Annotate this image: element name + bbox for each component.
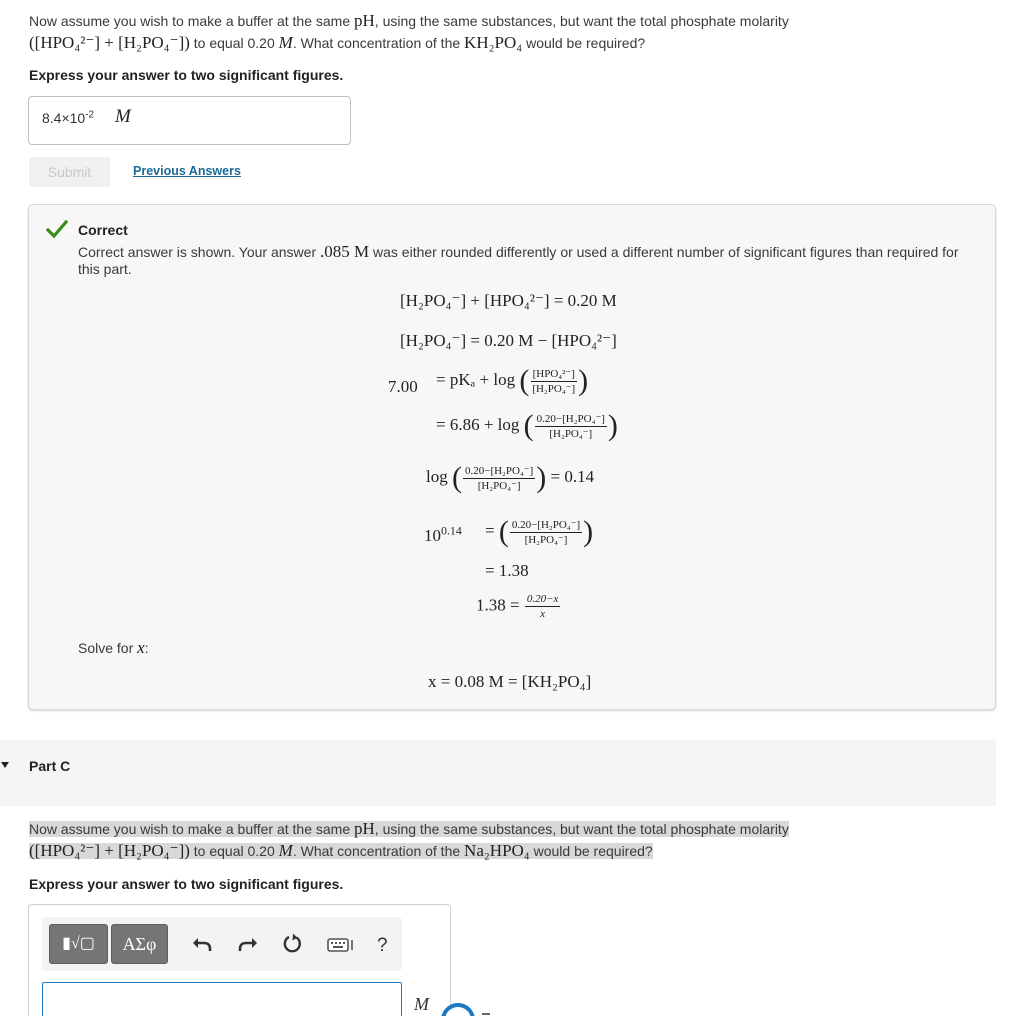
- keyboard-icon[interactable]: [326, 932, 356, 956]
- step-eq8-fraction: $\frac{0.20-x}{x}$: [526, 593, 559, 620]
- part-c-instruction: Express your answer to two significant figures.: [29, 876, 344, 892]
- step-eq8: 1.38 = $\frac{0.20-x}{x}$: [476, 593, 559, 620]
- templates-button[interactable]: ▮√▢: [49, 924, 108, 964]
- part-b-answer-unit: M: [115, 106, 131, 127]
- help-badge-label: [482, 1013, 490, 1015]
- feedback-title: Correct: [78, 222, 128, 238]
- submit-button[interactable]: Submit: [29, 157, 110, 187]
- part-b-question-line1: Now assume you wish to make a buffer at the same pH, using the same substances, but want the total phosphate molarity: [29, 11, 789, 30]
- help-button[interactable]: ?: [377, 935, 388, 956]
- step-eq5: log ( $\frac{\text{0.20−[H₂PO₄⁻]}}{\text{[H₂PO₄⁻]}}$ ) = 0.14: [426, 461, 595, 494]
- step-eq6-fraction: $\frac{\text{0.20−[H₂PO₄⁻]}}{\text{[H₂PO₄⁻]}}$: [511, 518, 581, 546]
- part-c-question-line2: ([HPO₄²⁻] + [H₂PO₄⁻]) to equal 0.20 M. What concentration of the Na₂HPO₄ would be required?: [29, 841, 653, 860]
- reset-icon[interactable]: [281, 932, 305, 956]
- part-b-question: [29, 10, 789, 54]
- solve-for-label: Solve for x:: [78, 638, 149, 657]
- symbols-button[interactable]: ΑΣφ: [111, 924, 168, 964]
- undo-icon[interactable]: [190, 932, 214, 956]
- part-c-header[interactable]: [0, 740, 996, 806]
- feedback-message: Correct answer is shown. Your answer .085 M was either rounded differently or used a different number of significant figures than required for this part.: [78, 242, 959, 277]
- step-eq4: = 6.86 + log ( $\frac{\text{0.20−[H₂PO₄⁻]}}{\text{[H₂PO₄⁻]}}$ ): [436, 409, 618, 442]
- part-c-title[interactable]: Part C: [29, 758, 71, 774]
- caret-down-icon[interactable]: [1, 762, 9, 768]
- step-eq3-lhs: 7.00: [388, 377, 418, 396]
- part-c-question: [29, 818, 789, 862]
- part-c-question-line1: Now assume you wish to make a buffer at the same pH, using the same substances, but want the total phosphate molarity: [29, 819, 789, 838]
- previous-answers-link[interactable]: Previous Answers: [133, 164, 241, 178]
- step-eq5-fraction: $\frac{\text{0.20−[H₂PO₄⁻]}}{\text{[H₂PO₄⁻]}}$: [464, 464, 534, 492]
- step-eq6-lhs: $10^{0.14}$: [424, 523, 462, 545]
- step-eq2: [H₂PO₄⁻] = 0.20 M − [HPO₄²⁻]: [400, 331, 617, 350]
- check-icon: [46, 219, 68, 239]
- step-eq3: = pKₐ + log ( $\frac{\text{[HPO₄²⁻]}}{\text{[H₂PO₄⁻]}}$ ): [436, 364, 589, 397]
- step-eq6: = ( $\frac{\text{0.20−[H₂PO₄⁻]}}{\text{[H₂PO₄⁻]}}$ ): [485, 515, 594, 548]
- part-b-answer-box[interactable]: [28, 96, 351, 145]
- step-eq9: x = 0.08 M = [KH₂PO₄]: [428, 672, 592, 691]
- part-c-answer-input[interactable]: [42, 982, 402, 1016]
- part-c-unit: M: [414, 994, 429, 1014]
- part-b-answer-value: $8.4\times 10^{-2}$: [42, 109, 94, 126]
- your-answer: .085 M: [320, 242, 370, 261]
- step-eq7: = 1.38: [485, 561, 529, 580]
- step-eq3-fraction: $\frac{\text{[HPO₄²⁻]}}{\text{[H₂PO₄⁻]}}$: [532, 367, 576, 395]
- part-b-question-line2: ([HPO₄²⁻] + [H₂PO₄⁻]) to equal 0.20 M. What concentration of the KH₂PO₄ would be required?: [29, 33, 646, 52]
- step-eq4-fraction: $\frac{\text{0.20−[H₂PO₄⁻]}}{\text{[H₂PO₄⁻]}}$: [536, 412, 605, 440]
- step-eq1: [H₂PO₄⁻] + [HPO₄²⁻] = 0.20 M: [400, 291, 617, 310]
- part-b-instruction: Express your answer to two significant figures.: [29, 67, 344, 83]
- feedback-panel: [28, 204, 996, 710]
- redo-icon[interactable]: [236, 932, 260, 956]
